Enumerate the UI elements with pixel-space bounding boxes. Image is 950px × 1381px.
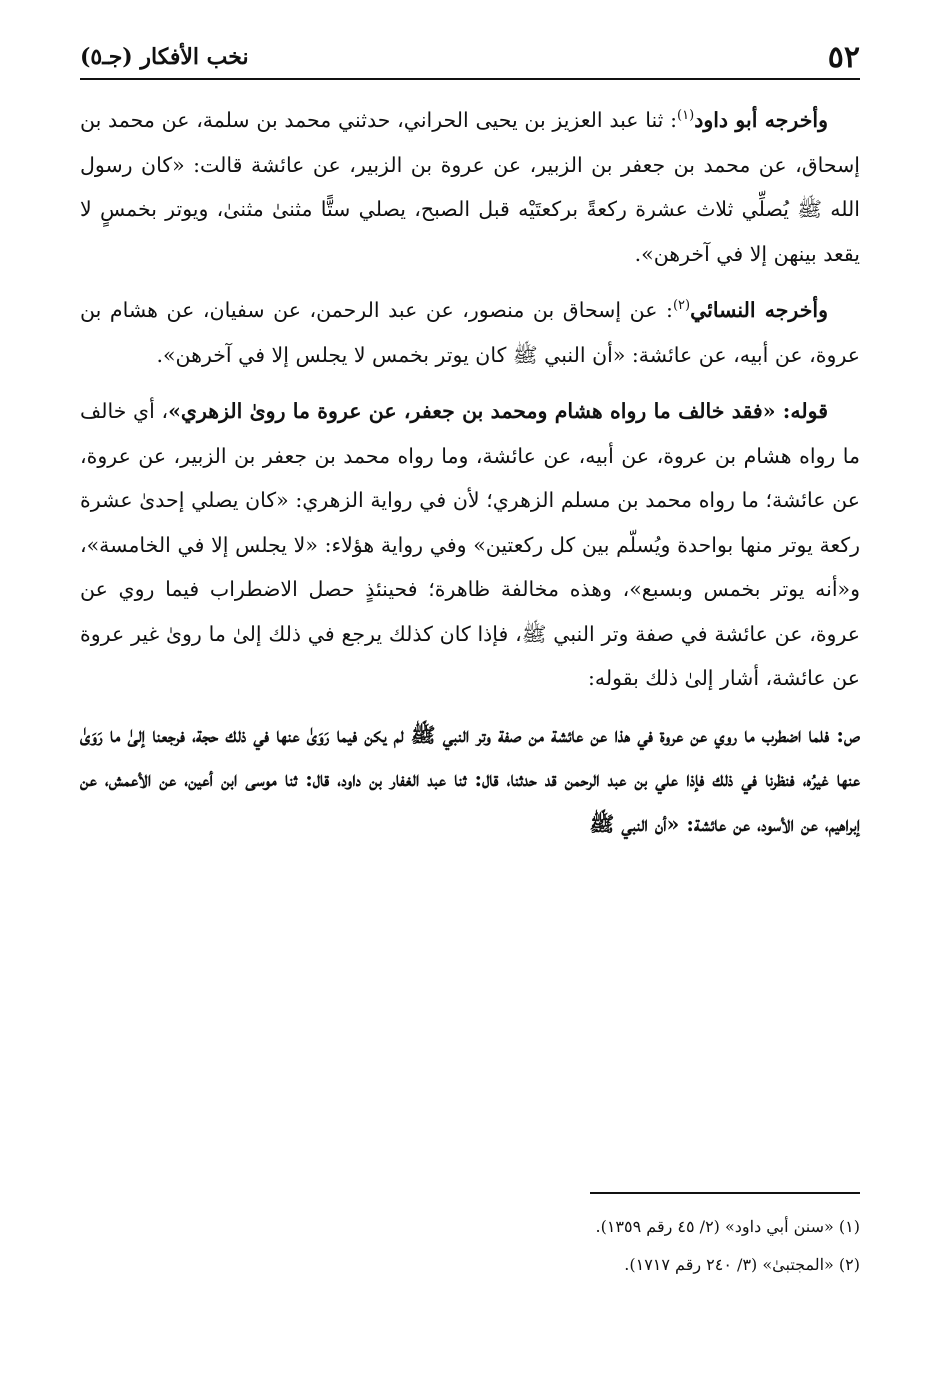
book-page: [80, 0, 860, 1381]
paragraph-text: ، أي خالف ما رواه هشام بن عروة، عن أبيه، عن عائشة، وما رواه محمد بن جعفر بن الزبير، عن عروة، عن عائشة؛ ما رواه محمد بن مسلم الزهري؛ لأن في رواية الزهري: «كان يصلي إحدىٰ عشرة ركعة يوتر منها بواحدة ويُسلّم بين كل ركعتين» وفي رواية هؤلاء: «لا يجلس إلا في الخامسة»، و«أنه يوتر بخمس وبسبع»، وهذه مخالفة ظاهرة؛ فحينئذٍ حصل الاضطراب فيما روي عن عروة، عن عائشة في صفة وتر النبي ﷺ، فإذا كان كذلك يرجع في ذلك إلىٰ ما روىٰ غير عروة عن عائشة، أشار إلىٰ ذلك بقوله:: [80, 399, 860, 690]
paragraph-lead: قوله: «فقد خالف ما رواه هشام ومحمد بن جعفر، عن عروة ما روىٰ الزهري»: [168, 399, 829, 423]
main-text: [80, 98, 860, 858]
paragraph-nasai: [80, 288, 860, 377]
paragraph-lead: وأخرجه أبو داود: [694, 108, 828, 132]
footnote-ref: (٢): [672, 298, 691, 314]
paragraph-lead: وأخرجه النسائي: [690, 298, 828, 322]
paragraph-text: : عن إسحاق بن منصور، عن عبد الرحمن، عن سفيان، عن هشام بن عروة، عن أبيه، عن عائشة: «أن النبي ﷺ كان يوتر بخمس لا يجلس إلا في آخرهن».: [80, 298, 860, 367]
paragraph-text: : ثنا عبد العزيز بن يحيى الحراني، حدثني محمد بن سلمة، عن محمد بن إسحاق، عن محمد بن جعفر بن الزبير، عن عروة بن الزبير، عن عائشة قالت: «كان رسول الله ﷺ يُصلِّي ثلاث عشرة ركعةً بركعتَيْه قبل الصبح، يصلي ستًّا مثنىٰ مثنىٰ، ويوتر بخمسٍ لا يقعد بينهن إلا في آخرهن».: [80, 108, 860, 266]
paragraph-matn: [80, 713, 860, 847]
running-header: [80, 38, 860, 80]
footnotes: [80, 1208, 860, 1284]
book-title: نخب الأفكار (جـ٥): [80, 44, 249, 70]
paragraph-commentary: [80, 389, 860, 701]
footnote-divider: [590, 1192, 860, 1194]
page-number: ٥٢: [827, 40, 860, 75]
footnote-item: (٢) «المجتبىٰ» (٣/ ٢٤٠ رقم ١٧١٧).: [624, 1255, 860, 1274]
footnote-ref: (١): [677, 108, 695, 124]
footnote-item: (١) «سنن أبي داود» (٢/ ٤٥ رقم ١٣٥٩).: [595, 1217, 860, 1236]
paragraph-abu-dawud: [80, 98, 860, 276]
paragraph-text: فلما اضطرب ما روي عن عروة في هذا عن عائشة من صفة وتر النبي ﷺ لم يكن فيما رَوَىٰ عنها في ذلك حجة، فرجعنا إلىٰ ما رَوَىٰ عنها غيرُه، فنظرنا في ذلك فإذا علي بن عبد الرحمن قد حدثنا، قال: ثنا عبد الغفار بن داود، قال: ثنا موسى ابن أعين، عن الأعمش، عن إبراهيم، عن الأسود، عن عائشة: «أن النبي ﷺ: [80, 722, 860, 836]
paragraph-lead: ص:: [836, 722, 860, 747]
